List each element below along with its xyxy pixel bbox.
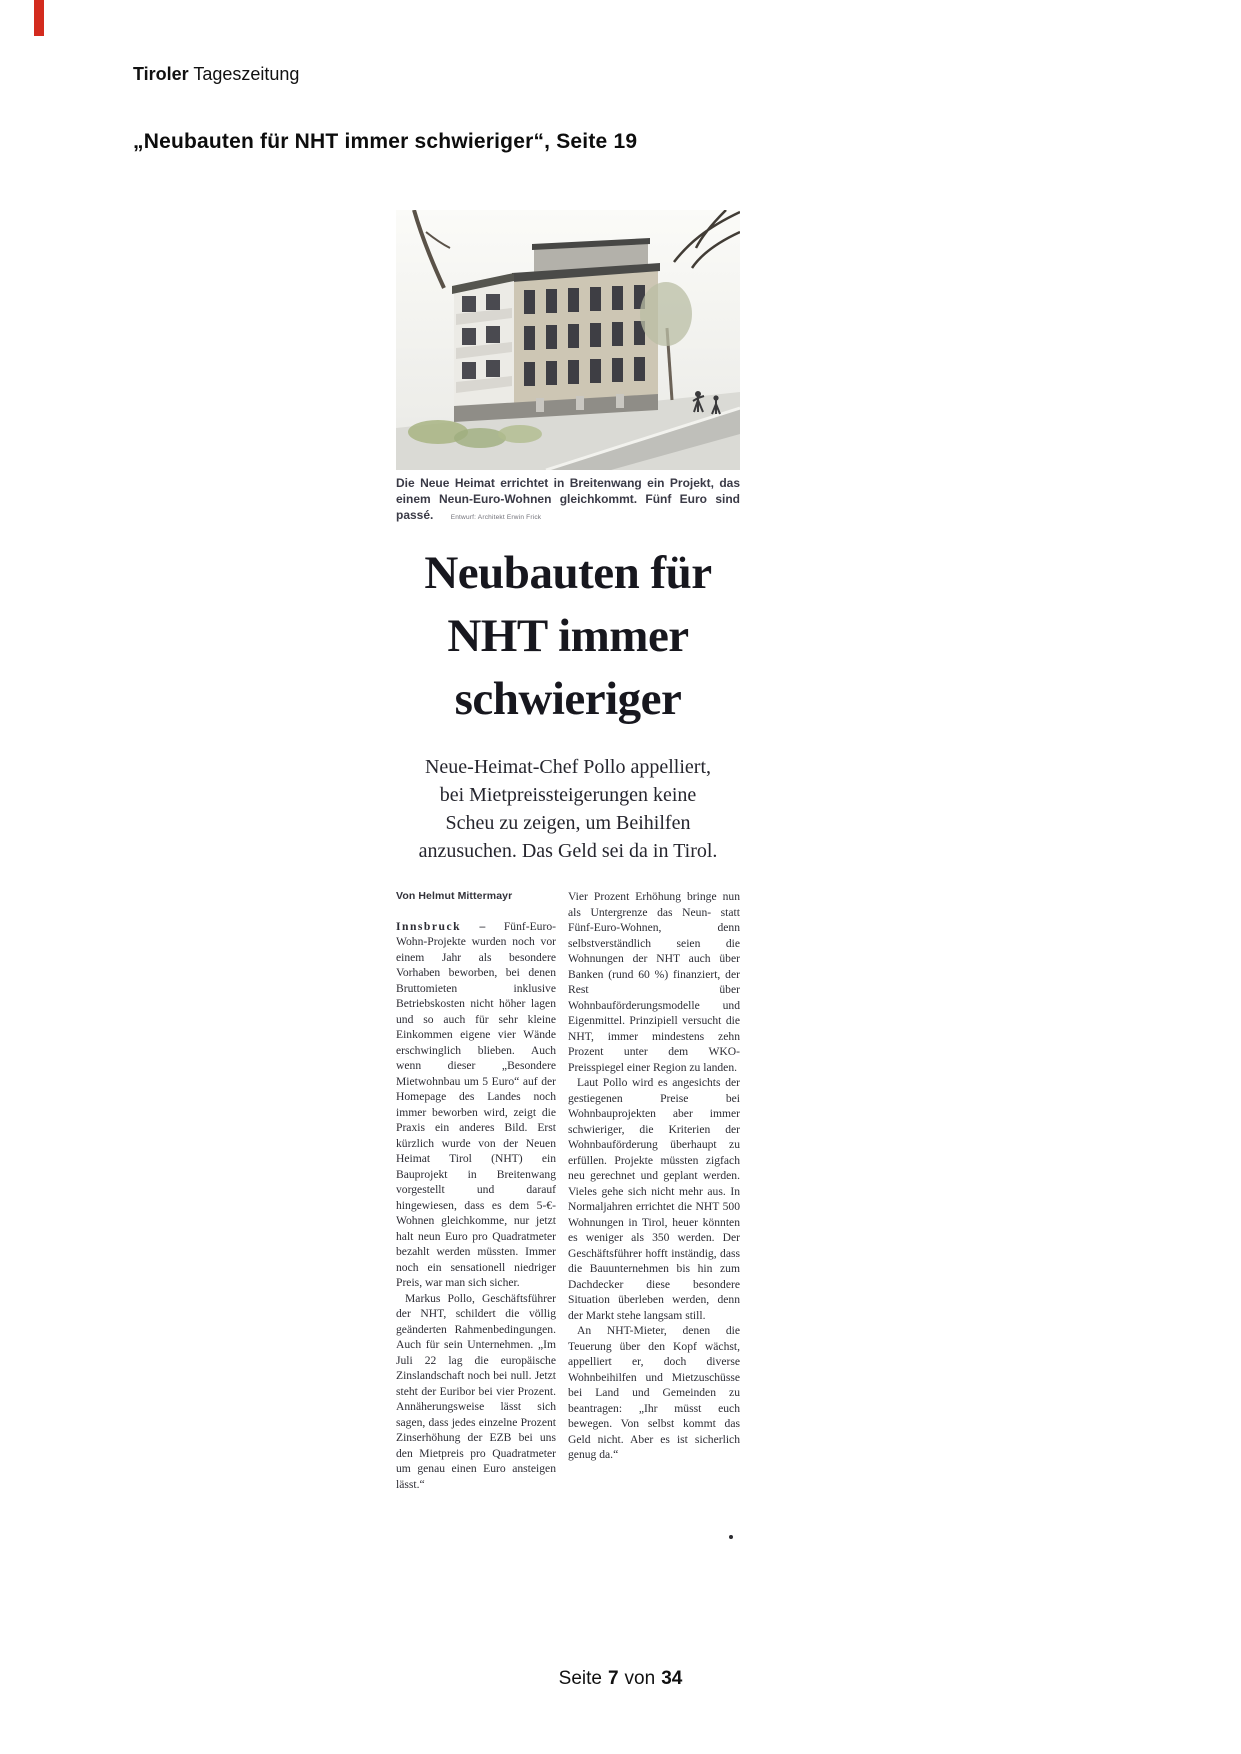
paragraph: An NHT-Mieter, denen die Teuerung über den Kopf wächst, appelliert er, doch diverse Wohnbeihilfen und Mietzuschüsse bei Land und Gemeinden zu beantragen: „Ihr müsst euch bewegen. Von selbst kommt das Geld nicht. Aber es ist sicherlich genug da.“ [568, 1324, 740, 1461]
scan-speck [729, 1535, 733, 1539]
body-column-right [568, 889, 740, 1492]
footer-page-number: 7 [607, 1668, 619, 1689]
body-column-left [396, 889, 556, 1492]
page-title: „Neubauten für NHT immer schwieriger“, Seite 19 [133, 130, 638, 153]
photo-caption [396, 475, 740, 526]
paragraph [396, 919, 556, 1291]
paragraph-text: Fünf-Euro-Wohn-Projekte wurden noch vor einem Jahr als besondere Vorhaben beworben, bei denen Bruttomieten inklusive Betriebskosten nicht höher lagen und so auch für sehr kleine Einkommen eigene vier Wände erschwinglich blieben. Auch wenn dieser „Besondere Mietwohnbau um 5 Euro“ auf der Homepage des Landes noch immer beworben wird, zeigt die Praxis ein anderes Bild. Erst kürzlich wurde von der Neuen Heimat Tirol (NHT) ein Bauprojekt in Breitenwang vorgestellt und darauf hingewiesen, dass es dem 5-€-Wohnen gleichkomme, nur jetzt halt neun Euro pro Quadratmeter bezahlt werden müssten. Immer noch ein sensationell niedriger Preis, war man sich sicher. [396, 919, 556, 1289]
building-rendering-image [396, 210, 740, 470]
paragraph: Vier Prozent Erhöhung bringe nun als Untergrenze das Neun- statt Fünf-Euro-Wohnen, denn selbstverständlich seien die Wohnungen der NHT auch über Banken (rund 60 %) finanziert, der Rest über Wohnbauförderungsmodelle und Eigenmittel. Prinzipiell versucht die NHT, immer mindestens zehn Prozent unter dem WKO-Preisspiegel einer Region zu landen. [568, 890, 740, 1074]
newspaper-clipping [396, 210, 740, 1492]
footer-total-pages: 34 [661, 1668, 683, 1689]
subhead-line-1: Neue-Heimat-Chef Pollo appelliert, [424, 756, 711, 778]
paragraph: Markus Pollo, Geschäftsführer der NHT, schildert die völlig geänderten Rahmenbedingungen. Auch für sein Unternehmen. „Im Juli 22 lag die europäische Zinslandschaft noch bei null. Jetzt steht der Euribor bei vier Prozent. Annäherungsweise lässt sich sagen, dass jedes einzelne Prozent Zinserhöhung der EZB bei uns den Mietpreis pro Quadratmeter um genau einen Euro ansteigen lässt.“ [396, 1291, 556, 1491]
headline-line-2: NHT immer [447, 610, 689, 662]
photo-caption-text: Die Neue Heimat errichtet in Breitenwang ein Projekt, das einem Neun-Euro-Wohnen gleichkommt. Fünf Euro sind passé. [396, 476, 740, 522]
lead-separator: – [461, 919, 504, 933]
headline-line-3: schwieriger [454, 673, 682, 725]
subhead-line-4: anzusuchen. Das Geld sei da in Tirol. [418, 840, 718, 862]
lead-location: Innsbruck [396, 919, 462, 933]
subhead-line-2: bei Mietpreissteigerungen keine [439, 784, 697, 806]
publication-name [133, 64, 299, 85]
article-body [396, 889, 740, 1492]
byline: Von Helmut Mittermayr [396, 890, 513, 902]
footer-label-page: Seite [558, 1668, 602, 1689]
footer-label-of: von [624, 1668, 656, 1689]
photo-credit: Entwurf: Architekt Erwin Frick [450, 514, 542, 521]
article-subheadline [396, 753, 740, 865]
article-headline [396, 542, 740, 731]
headline-line-1: Neubauten für [424, 547, 712, 599]
page-footer [0, 1668, 1241, 1690]
subhead-line-3: Scheu zu zeigen, um Beihilfen [445, 812, 691, 834]
publication-name-bold: Tiroler [133, 64, 189, 84]
publication-name-regular: Tageszeitung [188, 64, 300, 84]
scan-artifact-red [34, 0, 44, 36]
paragraph: Laut Pollo wird es angesichts der gestiegenen Preise bei Wohnbauprojekten aber immer schwieriger, die Kriterien der Wohnbauförderung überhaupt zu erfüllen. Projekte müssten zigfach neu gerechnet und geplant werden. Vieles gehe sich nicht mehr aus. In Normaljahren errichtet die NHT 500 Wohnungen in Tirol, heuer könnten es weniger als 350 werden. Der Geschäftsführer hofft inständig, dass die Bauunternehmen bis hin zum Dachdecker diese besondere Situation überleben werden, denn der Markt stehe langsam still. [568, 1076, 740, 1322]
